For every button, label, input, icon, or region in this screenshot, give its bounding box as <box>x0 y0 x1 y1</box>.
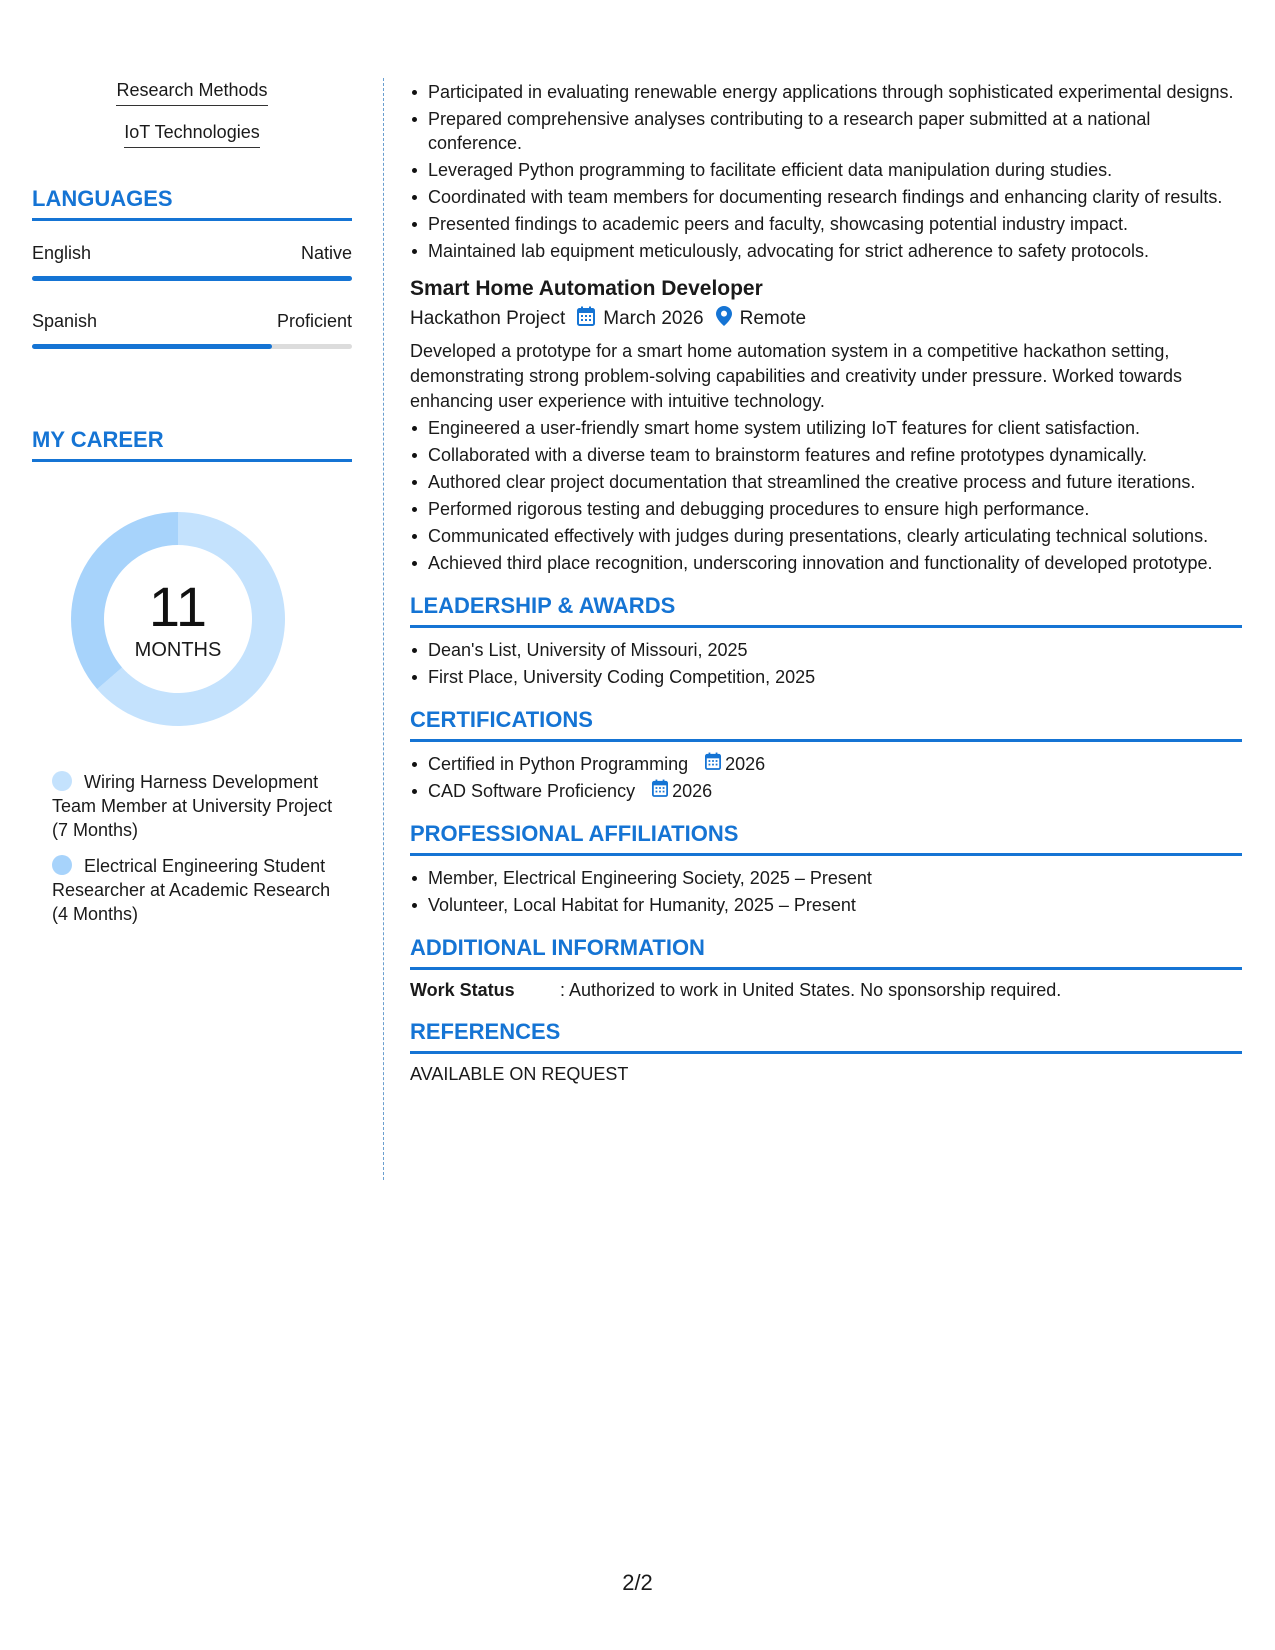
work-status-value: : Authorized to work in United States. No sponsorship required. <box>560 980 1062 1000</box>
certification-year: 2026 <box>725 754 766 774</box>
career-legend <box>32 770 352 926</box>
job-location: Remote <box>739 308 807 329</box>
language-name: English <box>32 243 92 263</box>
affiliations-heading: PROFESSIONAL AFFILIATIONS <box>410 821 1242 856</box>
languages-heading: LANGUAGES <box>32 186 352 221</box>
bullet-item: Prepared comprehensive analyses contributing to a research paper submitted at a national conference. <box>410 107 1242 155</box>
references-text: AVAILABLE ON REQUEST <box>410 1064 629 1084</box>
legend-text: Electrical Engineering Student Researcher at Academic Research (4 Months) <box>52 856 331 924</box>
bullet-item: Coordinated with team members for documenting research findings and enhancing clarity of results. <box>410 185 1242 209</box>
certification-name: Certified in Python Programming <box>428 754 689 774</box>
leadership-heading: LEADERSHIP & AWARDS <box>410 593 1242 628</box>
sidebar <box>32 80 352 938</box>
certifications-heading: CERTIFICATIONS <box>410 707 1242 742</box>
certifications-list <box>410 752 1242 803</box>
legend-dot <box>52 855 72 875</box>
language-item <box>32 243 352 281</box>
bullet-item: Volunteer, Local Habitat for Humanity, 2025 – Present <box>410 893 1242 917</box>
certification-name: CAD Software Proficiency <box>428 781 636 801</box>
references-heading: REFERENCES <box>410 1019 1242 1054</box>
job-meta <box>410 306 1242 332</box>
calendar-icon <box>577 306 595 332</box>
page-number: 2/2 <box>622 1570 653 1595</box>
column-divider <box>383 78 384 1180</box>
skill-item <box>32 80 352 106</box>
calendar-icon <box>705 752 725 776</box>
certification-item <box>410 779 1242 803</box>
skill-label: IoT Technologies <box>124 122 259 148</box>
job-bullets <box>410 416 1242 575</box>
bullet-item: Engineered a user-friendly smart home system utilizing IoT features for client satisfaction. <box>410 416 1242 440</box>
language-level: Native <box>300 243 352 263</box>
additional-info-heading: ADDITIONAL INFORMATION <box>410 935 1242 970</box>
skill-item <box>32 122 352 148</box>
certification-item <box>410 752 1242 776</box>
job-title: Smart Home Automation Developer <box>410 277 763 300</box>
career-heading: MY CAREER <box>32 427 352 462</box>
work-status-row <box>410 980 1242 1001</box>
language-name: Spanish <box>32 311 98 331</box>
certification-year: 2026 <box>672 781 713 801</box>
language-proficiency-bar <box>32 344 352 349</box>
language-level: Proficient <box>276 311 352 331</box>
job-org: Hackathon Project <box>410 308 566 329</box>
bullet-item: Participated in evaluating renewable energy applications through sophisticated experimental designs. <box>410 80 1242 104</box>
previous-job-bullets <box>410 80 1242 263</box>
career-total-unit: MONTHS <box>134 638 222 661</box>
bullet-item: Dean's List, University of Missouri, 2025 <box>410 638 1242 662</box>
bullet-item: Maintained lab equipment meticulously, advocating for strict adherence to safety protocols. <box>410 239 1242 263</box>
language-proficiency-fill <box>32 344 272 349</box>
career-total-months: 11 <box>148 574 208 638</box>
language-item <box>32 311 352 349</box>
bullet-item: Performed rigorous testing and debugging procedures to ensure high performance. <box>410 497 1242 521</box>
language-proficiency-bar <box>32 276 352 281</box>
calendar-icon <box>652 779 672 803</box>
bullet-item: First Place, University Coding Competition, 2025 <box>410 665 1242 689</box>
legend-dot <box>52 771 72 791</box>
skill-label: Research Methods <box>116 80 267 106</box>
bullet-item: Achieved third place recognition, underscoring innovation and functionality of developed prototype. <box>410 551 1242 575</box>
bullet-item: Leveraged Python programming to facilitate efficient data manipulation during studies. <box>410 158 1242 182</box>
career-donut-chart <box>63 504 293 734</box>
location-pin-icon <box>716 306 732 332</box>
bullet-item: Presented findings to academic peers and faculty, showcasing potential industry impact. <box>410 212 1242 236</box>
bullet-item: Authored clear project documentation that streamlined the creative process and future iterations. <box>410 470 1242 494</box>
language-proficiency-fill <box>32 276 352 281</box>
work-status-label: Work Status <box>410 980 515 1000</box>
job-date: March 2026 <box>603 308 704 329</box>
bullet-item: Collaborated with a diverse team to brainstorm features and refine prototypes dynamically. <box>410 443 1242 467</box>
bullet-item: Communicated effectively with judges during presentations, clearly articulating technical solutions. <box>410 524 1242 548</box>
career-legend-item <box>52 770 352 842</box>
job-description: Developed a prototype for a smart home automation system in a competitive hackathon setting, demonstrating strong problem-solving capabilities and creativity under pressure. Worked towards enhancing user experience with intuitive technology. <box>410 341 1183 411</box>
main-content <box>410 80 1242 1085</box>
leadership-list <box>410 638 1242 689</box>
career-legend-item <box>52 854 352 926</box>
affiliations-list <box>410 866 1242 917</box>
bullet-item: Member, Electrical Engineering Society, 2025 – Present <box>410 866 1242 890</box>
legend-text: Wiring Harness Development Team Member at University Project (7 Months) <box>52 772 333 840</box>
